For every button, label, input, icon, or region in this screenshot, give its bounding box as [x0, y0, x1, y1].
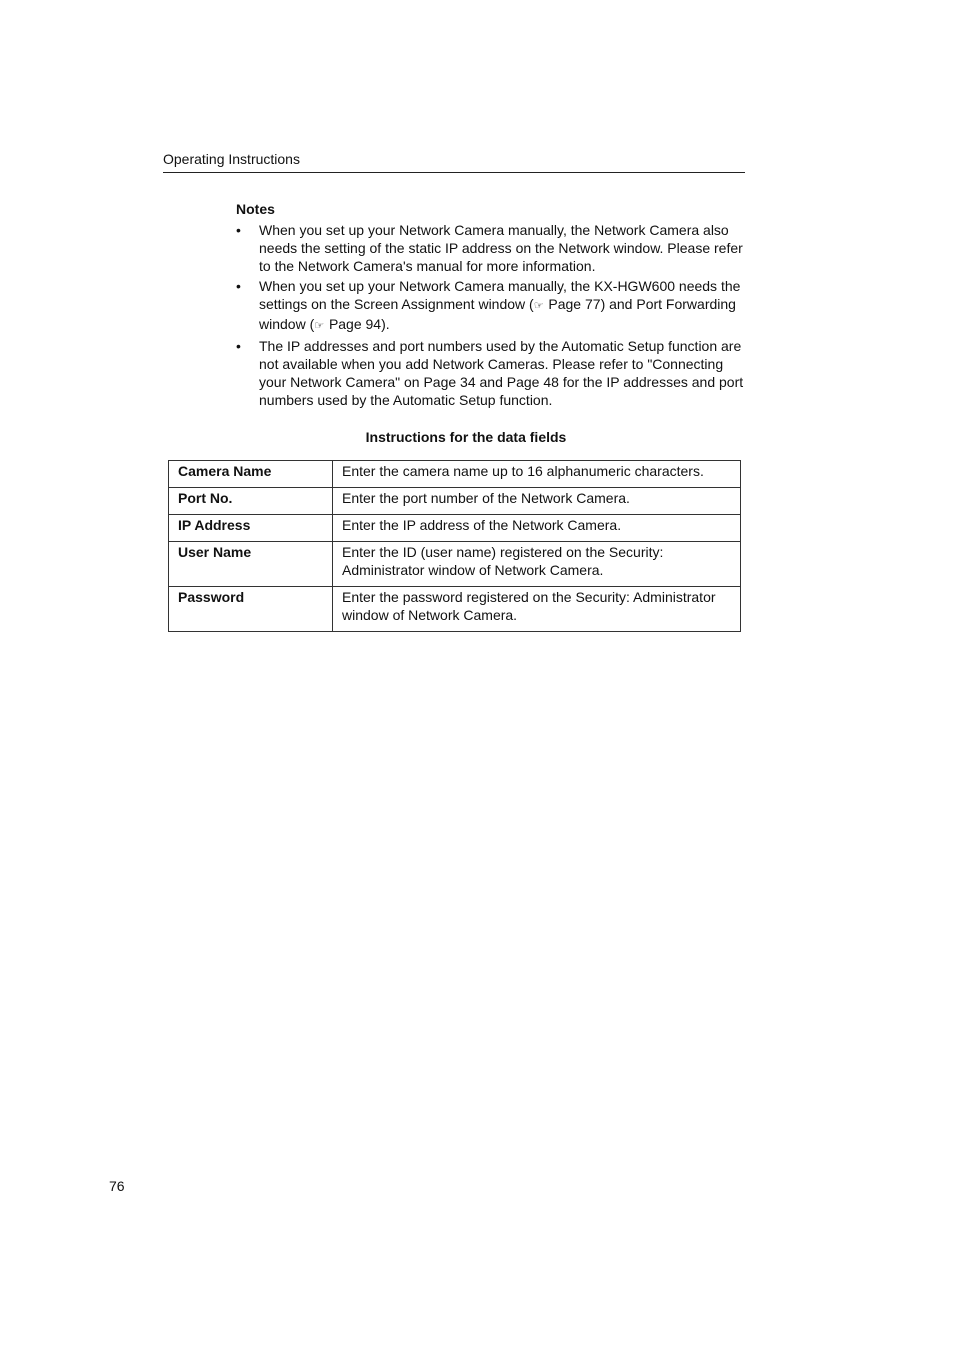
bullet-icon: • [236, 222, 241, 238]
notes-title: Notes [236, 201, 275, 217]
notes-list [236, 221, 746, 409]
note-item-1 [236, 221, 746, 275]
field-name-cell: Camera Name [169, 461, 333, 488]
note-item-3 [236, 337, 746, 409]
page-reference: Page 77 [548, 296, 601, 312]
note-text: When you set up your Network Camera manually, the Network Camera also needs the setting of the static IP address on the Network window. Please refer to the Network Camera's manual for more information. [259, 222, 743, 274]
note-text: The IP addresses and port numbers used by the Automatic Setup function are not available when you add Network Cameras. Please refer to "Connecting your Network Camera" on Page 34 and Page 48 for the IP addresses and port numbers used by the Automatic Setup function. [259, 338, 744, 408]
note-text-part: ). [381, 316, 390, 332]
field-name-cell: Password [169, 587, 333, 632]
field-description-cell: Enter the ID (user name) registered on the Security: Administrator window of Network Camera. [333, 542, 741, 587]
table-caption: Instructions for the data fields [365, 429, 567, 445]
field-name-cell: User Name [169, 542, 333, 587]
bullet-icon: • [236, 338, 241, 354]
running-header-title: Operating Instructions [163, 151, 300, 167]
note-text-part: When you set up your Network Camera manually, the KX-HGW600 needs the settings on the Screen Assignment window ( [259, 278, 741, 312]
page-number: 76 [109, 1178, 125, 1194]
note-item-2 [236, 277, 746, 335]
field-name-cell: Port No. [169, 488, 333, 515]
field-description-cell: Enter the port number of the Network Camera. [333, 488, 741, 515]
note-text-part: ) and Port Forwarding window ( [259, 296, 736, 332]
table-row [169, 542, 741, 587]
field-description-cell: Enter the IP address of the Network Camera. [333, 515, 741, 542]
data-fields-table [168, 460, 741, 632]
page-reference-icon: ☞ [314, 319, 325, 332]
field-description-cell: Enter the camera name up to 16 alphanumeric characters. [333, 461, 741, 488]
table-row [169, 587, 741, 632]
table-row [169, 515, 741, 542]
page-reference: Page 94 [328, 316, 382, 332]
field-description-cell: Enter the password registered on the Security: Administrator window of Network Camera. [333, 587, 741, 632]
running-header [163, 150, 745, 173]
field-name-cell: IP Address [169, 515, 333, 542]
table-row [169, 488, 741, 515]
notes-section [236, 200, 746, 411]
table-row [169, 461, 741, 488]
page-reference-icon: ☞ [533, 299, 544, 312]
bullet-icon: • [236, 278, 241, 294]
